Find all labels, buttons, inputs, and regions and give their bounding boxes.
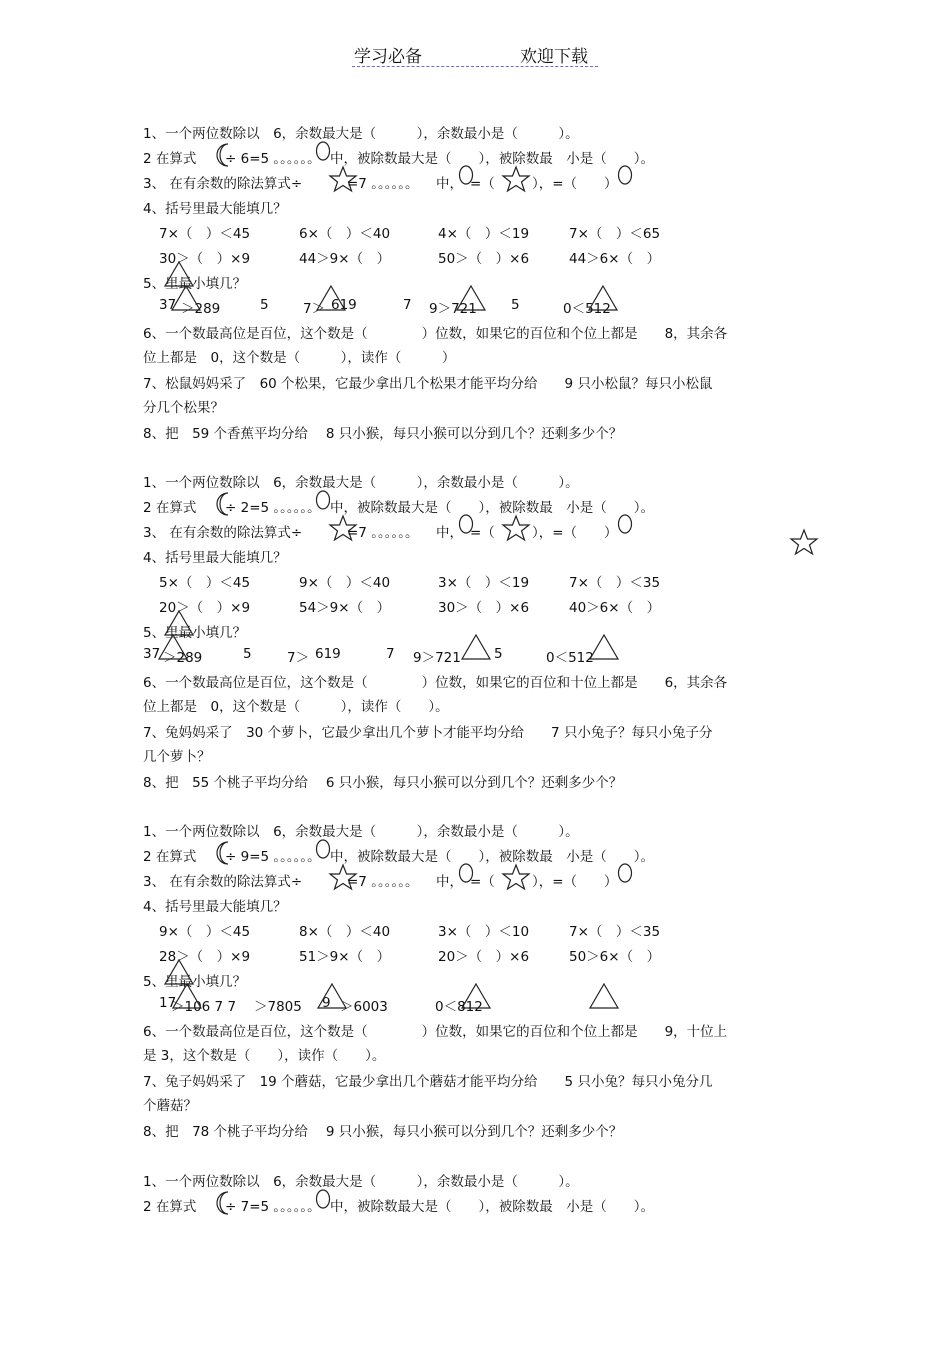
question-2-text: 中，被除数最大是（ ），被除数最 小是（ ）。 bbox=[330, 500, 654, 516]
question-1: 1、一个两位数除以 6，余数最大是（ ），余数最小是（ ）。 bbox=[143, 824, 579, 840]
triangle-icon bbox=[316, 982, 348, 1010]
inequality-item: 6×（ ）＜40 bbox=[299, 226, 391, 242]
fill-item: 37 bbox=[143, 646, 161, 662]
fill-item: 7 bbox=[403, 297, 412, 313]
question-5: 5、里最小填几？ bbox=[143, 625, 247, 641]
inequality-item: 44＞6×（ ） bbox=[569, 251, 661, 267]
question-2-label: 2 在算式 bbox=[143, 500, 197, 516]
question-6-line1: 6、一个数最高位是百位，这个数是（ ）位数，如果它的百位和十位上都是 6，其余各 bbox=[143, 675, 728, 691]
circle-icon bbox=[617, 164, 633, 186]
fill-item: 5 bbox=[260, 297, 269, 313]
fill-item: 17 bbox=[159, 995, 177, 1011]
star-icon bbox=[501, 514, 531, 542]
fill-item: 5 bbox=[494, 646, 503, 662]
inequality-item: 50＞（ ）×6 bbox=[438, 251, 530, 267]
triangle-icon bbox=[460, 982, 492, 1010]
inequality-item: 54＞9×（ ） bbox=[299, 600, 391, 616]
question-3-eq: =（ bbox=[470, 874, 495, 890]
question-2-formula: ÷ 7=5 。。。。。。 bbox=[225, 1199, 321, 1215]
inequality-item: 44＞9×（ ） bbox=[299, 251, 391, 267]
fill-item: 619 bbox=[315, 646, 341, 662]
page-header bbox=[352, 40, 598, 67]
question-8: 8、把 78 个桃子平均分给 9 只小猴，每只小猴可以分到几个？还剩多少个？ bbox=[143, 1124, 623, 1140]
triangle-icon bbox=[460, 633, 492, 661]
inequality-item: 30＞（ ）×9 bbox=[159, 251, 251, 267]
fill-item: ＞289 bbox=[181, 301, 221, 317]
question-3-end: ），=（ ） bbox=[532, 176, 618, 192]
fill-item: 5 bbox=[243, 646, 252, 662]
question-2-text: 中，被除数最大是（ ），被除数最 小是（ ）。 bbox=[330, 1199, 654, 1215]
question-6-line2: 位上都是 0，这个数是（ ），读作（ ）。 bbox=[143, 699, 449, 715]
circle-icon bbox=[315, 1188, 331, 1210]
question-4: 4、括号里最大能填几？ bbox=[143, 899, 287, 915]
inequality-item: 20＞（ ）×6 bbox=[438, 949, 530, 965]
question-3-eq: =（ bbox=[470, 525, 495, 541]
question-3-formula: =7 。。。。。。 bbox=[347, 874, 419, 890]
fill-item: 5 bbox=[511, 297, 520, 313]
fill-item: 7＞ bbox=[287, 650, 310, 666]
question-6-line1: 6、一个数最高位是百位，这个数是（ ）位数，如果它的百位和个位上都是 8，其余各 bbox=[143, 326, 728, 342]
fill-item: 9 bbox=[322, 995, 331, 1011]
fill-item: 619 bbox=[331, 297, 357, 313]
triangle-icon bbox=[587, 284, 619, 312]
question-2-label: 2 在算式 bbox=[143, 1199, 197, 1215]
question-8: 8、把 55 个桃子平均分给 6 只小猴，每只小猴可以分到几个？还剩多少个？ bbox=[143, 775, 623, 791]
question-7-line2: 个蘑菇？ bbox=[143, 1098, 197, 1114]
question-1: 1、一个两位数除以 6，余数最大是（ ），余数最小是（ ）。 bbox=[143, 126, 579, 142]
fill-item: ＞6003 bbox=[340, 999, 388, 1015]
question-8: 8、把 59 个香蕉平均分给 8 只小猴，每只小猴可以分到几个？还剩多少个？ bbox=[143, 426, 623, 442]
inequality-item: 40＞6×（ ） bbox=[569, 600, 661, 616]
question-2-formula: ÷ 6=5 。。。。。。 bbox=[225, 151, 321, 167]
question-1: 1、一个两位数除以 6，余数最大是（ ），余数最小是（ ）。 bbox=[143, 1174, 579, 1190]
question-4: 4、括号里最大能填几？ bbox=[143, 201, 287, 217]
question-2-text: 中，被除数最大是（ ），被除数最 小是（ ）。 bbox=[330, 151, 654, 167]
question-3-formula: =7 。。。。。。 bbox=[347, 525, 419, 541]
inequality-item: 4×（ ）＜19 bbox=[438, 226, 530, 242]
fill-item: 0＜512 bbox=[546, 650, 594, 666]
triangle-icon bbox=[315, 284, 347, 312]
inequality-item: 7×（ ）＜65 bbox=[569, 226, 661, 242]
question-2-label: 2 在算式 bbox=[143, 849, 197, 865]
fill-item: ＞106 7 7 bbox=[171, 999, 237, 1015]
circle-icon bbox=[315, 489, 331, 511]
circle-icon bbox=[315, 838, 331, 860]
question-3-eq: =（ bbox=[470, 176, 495, 192]
triangle-icon bbox=[171, 982, 203, 1010]
circle-icon bbox=[315, 140, 331, 162]
inequality-item: 3×（ ）＜19 bbox=[438, 575, 530, 591]
question-7-line2: 几个萝卜？ bbox=[143, 749, 211, 765]
circle-icon bbox=[617, 862, 633, 884]
triangle-icon bbox=[455, 284, 487, 312]
question-4: 4、括号里最大能填几？ bbox=[143, 550, 287, 566]
star-icon bbox=[789, 528, 819, 556]
inequality-item: 51＞9×（ ） bbox=[299, 949, 391, 965]
question-3-label: 3、 在有余数的除法算式÷ bbox=[143, 176, 303, 192]
fill-item: ＞7805 bbox=[254, 999, 302, 1015]
inequality-item: 30＞（ ）×6 bbox=[438, 600, 530, 616]
inequality-item: 3×（ ）＜10 bbox=[438, 924, 530, 940]
inequality-item: 7×（ ）＜35 bbox=[569, 575, 661, 591]
question-1: 1、一个两位数除以 6，余数最大是（ ），余数最小是（ ）。 bbox=[143, 475, 579, 491]
fill-item: 7 bbox=[386, 646, 395, 662]
question-7-line2: 分几个松果？ bbox=[143, 400, 224, 416]
triangle-icon bbox=[157, 633, 189, 661]
fill-item: 9＞721 bbox=[413, 650, 461, 666]
question-3-mid: 中， bbox=[436, 525, 463, 541]
question-7-line1: 7、兔妈妈采了 30 个萝卜，它最少拿出几个萝卜才能平均分给 7 只小兔子？每只小兔子分 bbox=[143, 725, 713, 741]
question-6-line1: 6、一个数最高位是百位，这个数是（ ）位数，如果它的百位和个位上都是 9，十位上 bbox=[143, 1024, 728, 1040]
fill-item: 0＜512 bbox=[563, 301, 611, 317]
question-6-line2: 位上都是 0，这个数是（ ），读作（ ） bbox=[143, 350, 456, 366]
question-5: 5、里最小填几？ bbox=[143, 974, 247, 990]
question-2-formula: ÷ 2=5 。。。。。。 bbox=[225, 500, 321, 516]
header-right: 欢迎下载 bbox=[520, 47, 588, 67]
inequality-item: 50＞6×（ ） bbox=[569, 949, 661, 965]
circle-icon bbox=[617, 513, 633, 535]
triangle-icon bbox=[170, 284, 202, 312]
question-3-formula: =7 。。。。。。 bbox=[347, 176, 419, 192]
question-2-label: 2 在算式 bbox=[143, 151, 197, 167]
inequality-item: 7×（ ）＜45 bbox=[159, 226, 251, 242]
question-3-end: ），=（ ） bbox=[532, 874, 618, 890]
fill-item: 0＜812 bbox=[435, 999, 483, 1015]
question-3-label: 3、 在有余数的除法算式÷ bbox=[143, 874, 303, 890]
question-7-line1: 7、松鼠妈妈采了 60 个松果，它最少拿出几个松果才能平均分给 9 只小松鼠？每只小松鼠 bbox=[143, 376, 713, 392]
question-3-mid: 中， bbox=[436, 874, 463, 890]
fill-item: ＞289 bbox=[163, 650, 203, 666]
fill-item: 7＞ bbox=[303, 301, 326, 317]
inequality-item: 20＞（ ）×9 bbox=[159, 600, 251, 616]
inequality-item: 5×（ ）＜45 bbox=[159, 575, 251, 591]
question-2-text: 中，被除数最大是（ ），被除数最 小是（ ）。 bbox=[330, 849, 654, 865]
inequality-item: 8×（ ）＜40 bbox=[299, 924, 391, 940]
triangle-icon bbox=[588, 982, 620, 1010]
triangle-icon bbox=[588, 633, 620, 661]
question-6-line2: 是 3，这个数是（ ），读作（ ）。 bbox=[143, 1048, 386, 1064]
star-icon bbox=[501, 165, 531, 193]
inequality-item: 9×（ ）＜45 bbox=[159, 924, 251, 940]
question-2-formula: ÷ 9=5 。。。。。。 bbox=[225, 849, 321, 865]
question-3-mid: 中， bbox=[436, 176, 463, 192]
question-5: 5、里最小填几？ bbox=[143, 276, 247, 292]
fill-item: 9＞721 bbox=[429, 301, 477, 317]
inequality-item: 28＞（ ）×9 bbox=[159, 949, 251, 965]
inequality-item: 7×（ ）＜35 bbox=[569, 924, 661, 940]
question-7-line1: 7、兔子妈妈采了 19 个蘑菇，它最少拿出几个蘑菇才能平均分给 5 只小兔？每只小兔分几 bbox=[143, 1074, 713, 1090]
question-3-label: 3、 在有余数的除法算式÷ bbox=[143, 525, 303, 541]
inequality-item: 9×（ ）＜40 bbox=[299, 575, 391, 591]
fill-item: 37 bbox=[159, 297, 177, 313]
star-icon bbox=[501, 863, 531, 891]
question-3-end: ），=（ ） bbox=[532, 525, 618, 541]
header-left: 学习必备 bbox=[354, 47, 422, 67]
